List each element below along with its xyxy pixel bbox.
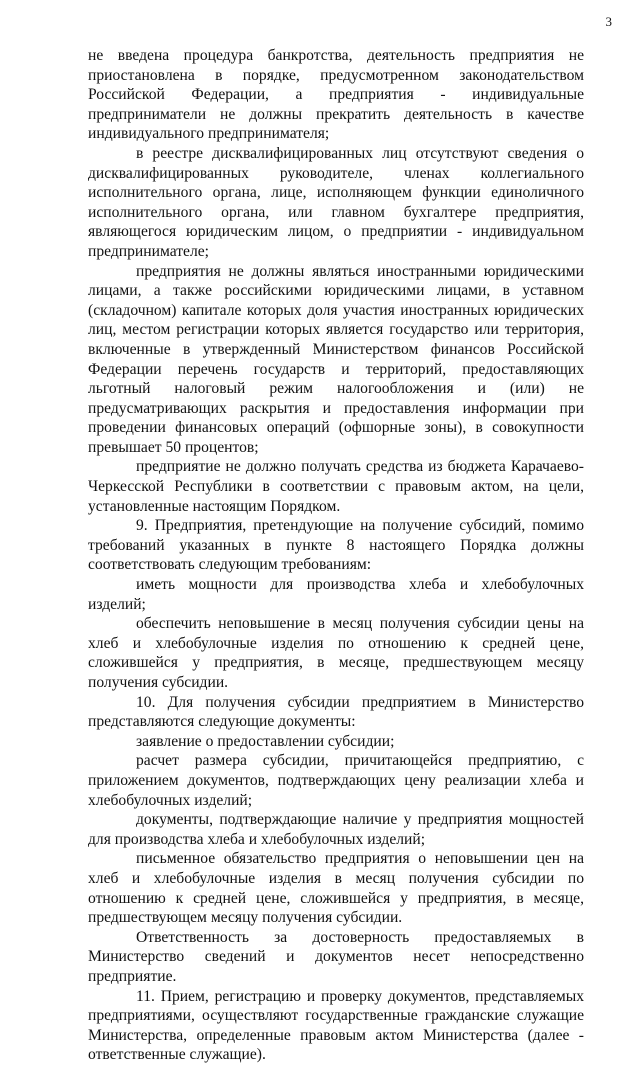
paragraph: обеспечить неповышение в месяц получения субсидии цены на хлеб и хлебобулочные изделия по отношению к средней цене, сложившейся у предприятия, в месяце, предшествующем месяцу получения субсидии.	[88, 615, 584, 691]
paragraph: документы, подтверждающие наличие у предприятия мощностей для производства хлеба и хлебобулочных изделий;	[88, 811, 584, 848]
paragraph: не введена процедура банкротства, деятельность предприятия не приостановлена в порядке, предусмотренном законодательством Российской Федерации, а предприятия - индивидуальные предприниматели не должны прекратить деятельность в качестве индивидуального предпринимателя;	[88, 47, 584, 143]
page-number: 3	[605, 14, 612, 29]
paragraph: предприятия не должны являться иностранными юридическими лицами, а также российскими юридическими лицами, в уставном (складочном) капитале которых доля участия иностранных юридических лиц, местом регистрации которых является государство или территория, включенные в утвержденный Министерством финансов Российской Федерации перечень государств и территорий, предоставляющих льготный налоговый режим налогообложения и (или) не предусматривающих раскрытия и предоставления информации при проведении финансовых операций (офшорные зоны), в совокупности превышает 50 процентов;	[88, 262, 584, 456]
paragraph: 11. Прием, регистрацию и проверку документов, представляемых предприятиями, осуществляют государственные гражданские служащие Министерства, определенные правовым актом Министерства (далее - ответственные служащие).	[88, 987, 584, 1064]
document-text	[88, 46, 584, 1065]
paragraph: 9. Предприятия, претендующие на получение субсидий, помимо требований указанных в пункте 8 настоящего Порядка должны соответствовать следующим требованиям:	[88, 517, 584, 574]
paragraph: иметь мощности для производства хлеба и хлебобулочных изделий;	[88, 576, 584, 613]
paragraph: Ответственность за достоверность предоставляемых в Министерство сведений и документов несет непосредственно предприятие.	[88, 928, 584, 985]
paragraph: 10. Для получения субсидии предприятием в Министерство представляются следующие документы:	[88, 693, 584, 731]
paragraph: предприятие не должно получать средства из бюджета Карачаево-Черкесской Республики в соответствии с правовым актом, на цели, установленные настоящим Порядком.	[88, 458, 584, 515]
paragraph: расчет размера субсидии, причитающейся предприятию, с приложением документов, подтверждающих цену реализации хлеба и хлебобулочных изделий;	[88, 752, 584, 809]
paragraph: письменное обязательство предприятия о неповышении цен на хлеб и хлебобулочные изделия в месяц получения субсидии по отношению к средней цене, сложившейся у предприятия, в месяце, предшествующем месяцу получения субсидии.	[88, 850, 584, 927]
paragraph: в реестре дисквалифицированных лиц отсутствуют сведения о дисквалифицированных руководителе, членах коллегиального исполнительного органа, лице, исполняющем функции единоличного исполнительного органа, или главном бухгалтере предприятия, являющегося юридическим лицом, о предприятии - индивидуальном предпринимателе;	[88, 144, 584, 260]
paragraph: заявление о предоставлении субсидии;	[136, 732, 395, 750]
